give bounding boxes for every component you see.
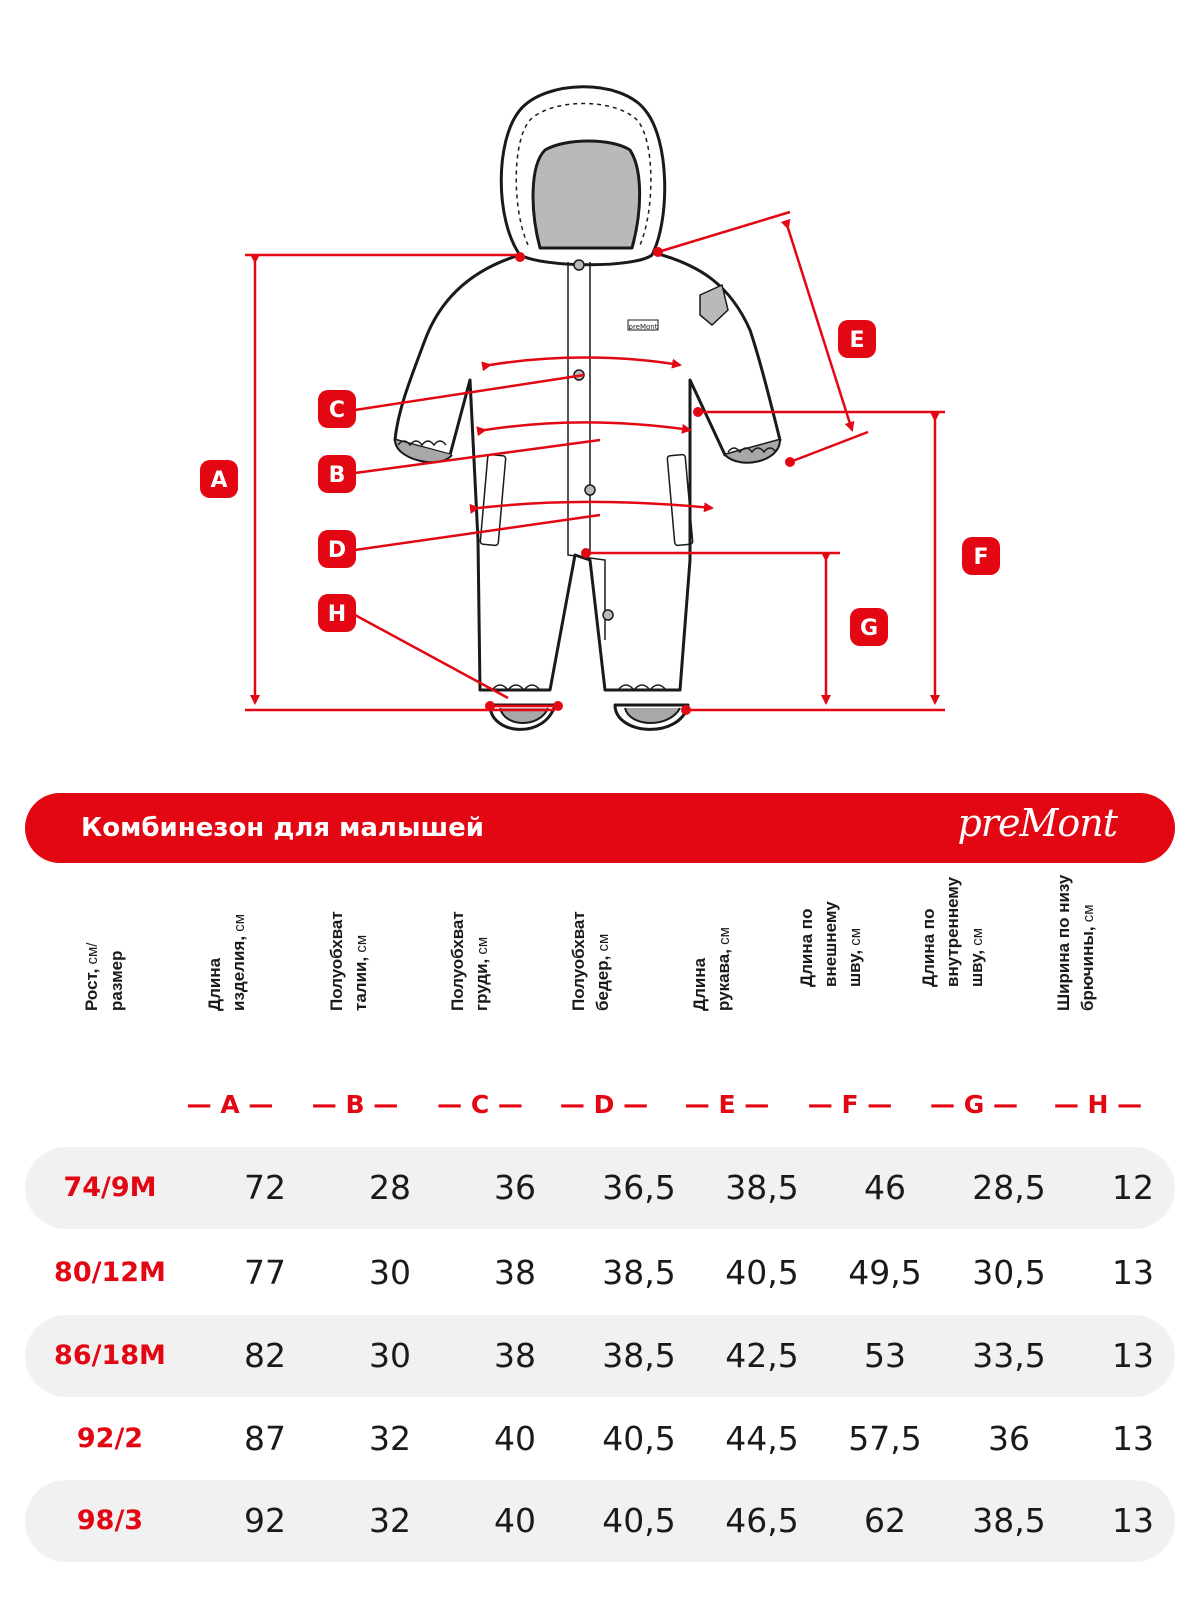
value-cell: 32 (369, 1419, 411, 1458)
table-row (25, 1480, 1175, 1562)
value-cell: 53 (864, 1336, 906, 1375)
size-cell: 80/12M (54, 1257, 166, 1288)
letter-h: — H — (1053, 1090, 1143, 1119)
letter-a: — A — (186, 1090, 274, 1119)
garment-label: preMont (628, 323, 658, 331)
size-cell: 74/9M (63, 1172, 157, 1203)
value-cell: 38 (494, 1253, 536, 1292)
value-cell: 36,5 (602, 1168, 676, 1207)
value-cell: 42,5 (725, 1336, 799, 1375)
value-cell: 87 (244, 1419, 286, 1458)
header-g: Длина по внутреннему шву, см (919, 876, 986, 987)
measurement-diagram (0, 0, 1200, 760)
header-h: Ширина по низу брючины, см (1054, 874, 1097, 1011)
value-cell: 38,5 (602, 1253, 676, 1292)
brand-logo: preMont (957, 801, 1117, 845)
size-cell: 98/3 (76, 1505, 144, 1536)
value-cell: 77 (244, 1253, 286, 1292)
header-b: Полуобхват талии, см (327, 911, 370, 1011)
value-cell: 40,5 (725, 1253, 799, 1292)
value-cell: 92 (244, 1501, 286, 1540)
svg-text:D: D (327, 538, 347, 563)
value-cell: 40 (494, 1419, 536, 1458)
callout-f (962, 537, 1000, 575)
svg-text:G: G (859, 616, 879, 641)
letter-c: — C — (437, 1090, 523, 1119)
value-cell: 46 (864, 1168, 906, 1207)
callout-h (318, 594, 356, 632)
letter-b: — B — (311, 1090, 399, 1119)
value-cell: 72 (244, 1168, 286, 1207)
value-cell: 57,5 (848, 1419, 922, 1458)
header-e: Длина рукава, см (690, 927, 733, 1011)
letter-d: — D — (559, 1090, 649, 1119)
value-cell: 13 (1112, 1419, 1154, 1458)
value-cell: 38 (494, 1336, 536, 1375)
letter-g: — G — (930, 1090, 1018, 1119)
callout-g (850, 608, 888, 646)
value-cell: 38,5 (972, 1501, 1046, 1540)
value-cell: 82 (244, 1336, 286, 1375)
header-c: Полуобхват груди, см (448, 911, 491, 1011)
value-cell: 38,5 (602, 1336, 676, 1375)
value-cell: 12 (1112, 1168, 1154, 1207)
svg-text:C: C (328, 398, 346, 423)
svg-text:B: B (328, 463, 346, 488)
jumpsuit-illustration (395, 87, 780, 730)
value-cell: 36 (988, 1419, 1030, 1458)
value-cell: 28,5 (972, 1168, 1046, 1207)
value-cell: 46,5 (725, 1501, 799, 1540)
header-f: Длина по внешнему шву, см (797, 901, 864, 987)
svg-text:A: A (210, 468, 228, 493)
value-cell: 40 (494, 1501, 536, 1540)
value-cell: 49,5 (848, 1253, 922, 1292)
header-size: Рост, см/ размер (82, 942, 126, 1011)
header-d: Полуобхват бедер, см (569, 911, 612, 1011)
size-cell: 86/18M (54, 1340, 166, 1371)
value-cell: 30 (369, 1253, 411, 1292)
callout-a (200, 460, 238, 498)
title-banner (25, 793, 1175, 863)
value-cell: 30 (369, 1336, 411, 1375)
value-cell: 13 (1112, 1336, 1154, 1375)
value-cell: 28 (369, 1168, 411, 1207)
svg-text:H: H (327, 602, 347, 627)
table-row (25, 1147, 1175, 1229)
callout-b (318, 455, 356, 493)
letter-e: — E — (684, 1090, 770, 1119)
value-cell: 36 (494, 1168, 536, 1207)
size-cell: 92/2 (76, 1423, 144, 1454)
value-cell: 32 (369, 1501, 411, 1540)
product-title: Комбинезон для малышей (81, 813, 484, 843)
callout-e (838, 320, 876, 358)
svg-text:F: F (973, 545, 989, 570)
letter-f: — F — (807, 1090, 893, 1119)
value-cell: 40,5 (602, 1419, 676, 1458)
value-cell: 40,5 (602, 1501, 676, 1540)
value-cell: 13 (1112, 1501, 1154, 1540)
value-cell: 13 (1112, 1253, 1154, 1292)
table-row (25, 1315, 1175, 1397)
value-cell: 38,5 (725, 1168, 799, 1207)
value-cell: 30,5 (972, 1253, 1046, 1292)
value-cell: 62 (864, 1501, 906, 1540)
header-a: Длина изделия, см (205, 913, 248, 1011)
callout-c (318, 390, 356, 428)
table-row (25, 1232, 1175, 1314)
value-cell: 33,5 (972, 1336, 1046, 1375)
svg-text:E: E (849, 328, 865, 353)
callout-d (318, 530, 356, 568)
value-cell: 44,5 (725, 1419, 799, 1458)
table-row (25, 1398, 1175, 1480)
